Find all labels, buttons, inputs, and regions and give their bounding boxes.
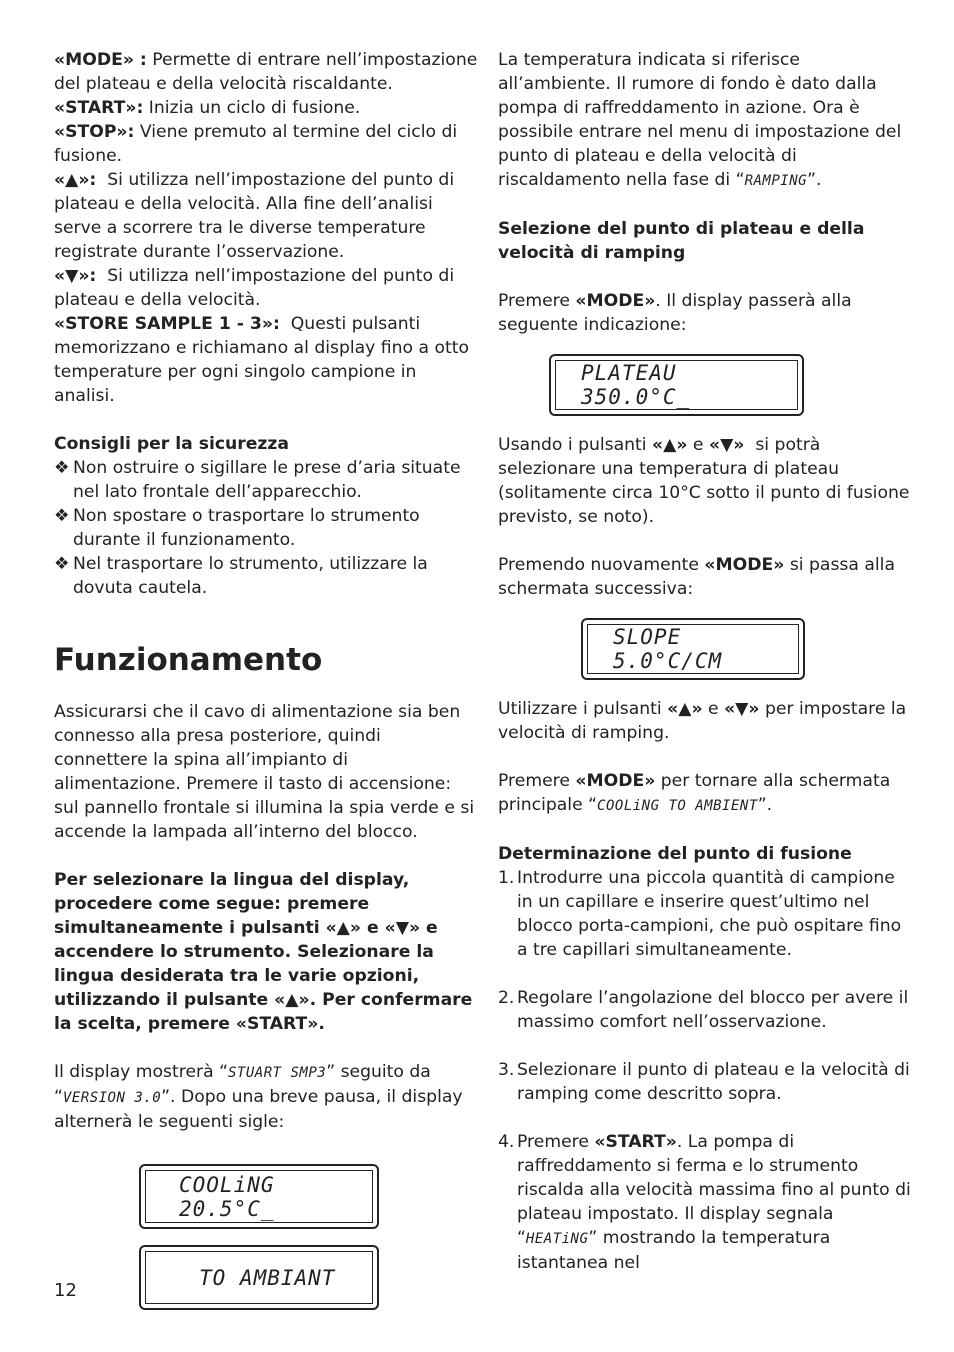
lcd-display-cooling <box>54 1164 478 1229</box>
start-description <box>54 96 478 120</box>
press-mode-paragraph <box>498 289 912 337</box>
back-text-2: per tornare alla schermata principale “ <box>498 771 891 815</box>
diamond-bullet-icon: ❖ <box>54 458 70 478</box>
up-text: Si utilizza nell’impostazione del punto di plateau e della velocità. Alla fine dell’analisi serve a scorrere tra le diverse temperature registrate durante l’osservazione. <box>54 170 460 262</box>
lcd-inline-ramping: RAMPING <box>744 173 808 189</box>
use-buttons-paragraph <box>498 433 915 529</box>
mode-text: Permette di entrare nell’impostazione del plateau e della velocità riscaldante. <box>54 50 478 94</box>
step-text: Regolare l’angolazione del blocco per avere il massimo comfort nell’osservazione. <box>517 988 909 1032</box>
lcd-text: COOLiNG 20.5°C_ <box>145 1170 373 1223</box>
lcd-display-slope <box>498 618 912 680</box>
step-4 <box>498 1130 912 1275</box>
and-text: e <box>702 699 725 719</box>
mode-label: «MODE» <box>575 291 656 311</box>
lcd-frame <box>581 618 805 680</box>
down-description <box>54 264 478 312</box>
mode-label: «MODE» <box>575 771 656 791</box>
right-column <box>498 48 915 1275</box>
use-text: Usando i pulsanti <box>498 435 653 455</box>
lcd-inline-cooling: COOLiNG TO AMBIENT <box>597 798 758 814</box>
lcd-inline-heating: HEATiNG <box>525 1231 589 1247</box>
again-text-end: si passa alla schermata successiva: <box>498 555 895 599</box>
mode-description <box>54 48 478 96</box>
step-number: 2. <box>498 988 515 1008</box>
mode-key-label: «MODE» : <box>54 50 147 70</box>
safety-item-text: Nel trasportare lo strumento, utilizzare la dovuta cautela. <box>73 554 428 598</box>
step-text: Introdurre una piccola quantità di campione in un capillare e inserire quest’ultimo nel blocco porta-campioni, che può ospitare fino a tre capillari simultaneamente. <box>517 868 902 960</box>
lcd-inline-stuart: STUART SMP3 <box>227 1065 327 1081</box>
section-title: Funzionamento <box>54 642 323 678</box>
diamond-bullet-icon: ❖ <box>54 506 70 526</box>
language-instructions-text: Per selezionare la lingua del display, procedere come segue: premere simultaneamente i pulsanti «▲» e «▼» e accendere lo strumento. Selezionare la lingua desiderata tra le varie opzioni, utilizzando il pulsante «▲». Per confermare la scelta, premere «START». <box>54 870 473 1034</box>
press-text-end: . Il display passerà alla seguente indicazione: <box>498 291 852 335</box>
use-text-end: si potrà selezionare una temperatura di plateau (solitamente circa 10°C sotto il punto di fusione previsto, se noto). <box>498 435 915 527</box>
back-paragraph <box>498 769 912 818</box>
lcd-display-plateau <box>498 354 912 416</box>
step-number: 1. <box>498 868 515 888</box>
melting-heading <box>498 842 912 866</box>
start-label: «START» <box>594 1132 677 1152</box>
display-text-2: ” seguito da “ <box>54 1062 431 1107</box>
lcd-inline-version: VERSION 3.0 <box>62 1090 162 1106</box>
step4-text-c: ” mostrando la temperatura istantanea nel <box>517 1228 831 1273</box>
up-key-label: «▲»: <box>54 170 97 190</box>
language-instructions <box>54 868 478 1036</box>
intro-paragraph: Assicurarsi che il cavo di alimentazione sia ben connesso alla presa posteriore, quindi connettere la spina all’impianto di alimentazione. Premere il tasto di accensione: sul pannello frontale si illumina la spia verde e si accende la lampada all’interno del blocco. <box>54 702 475 842</box>
press-again-paragraph <box>498 553 912 601</box>
left-column <box>54 48 478 1310</box>
lcd-frame <box>139 1245 379 1310</box>
safety-item-text: Non ostruire o sigillare le prese d’aria situate nel lato frontale dell’apparecchio. <box>73 458 461 502</box>
step-3 <box>498 1058 912 1106</box>
stop-text: Viene premuto al termine del ciclo di fusione. <box>54 122 458 166</box>
down-label: «▼» <box>724 699 760 719</box>
ambient-text-end: ”. <box>807 170 822 190</box>
down-label: «▼» <box>708 435 745 455</box>
page-number: 12 <box>54 1280 77 1301</box>
util-text: Utilizzare i pulsanti <box>498 699 668 719</box>
press-text: Premere <box>498 291 576 311</box>
step4-text-a: Premere <box>517 1132 595 1152</box>
down-text: Si utilizza nell’impostazione del punto di plateau e della velocità. <box>54 266 460 310</box>
step-number: 4. <box>498 1132 515 1152</box>
store-description <box>54 312 478 408</box>
store-key-label: «STORE SAMPLE 1 - 3»: <box>54 314 280 334</box>
step4-text-b: . La pompa di raffreddamento si ferma e lo strumento riscalda alla velocità massima fino al punto di plateau impostato. Il display segnala “ <box>517 1132 911 1248</box>
stop-key-label: «STOP»: <box>54 122 135 142</box>
store-text: Questi pulsanti memorizzano e richiamano al display fino a otto temperature per ogni singolo campione in analisi. <box>54 314 475 406</box>
melting-heading-text: Determinazione del punto di fusione <box>498 844 852 864</box>
back-text-end: ”. <box>757 795 773 815</box>
display-text-3: ”. Dopo una breve pausa, il display alternerà le seguenti sigle: <box>54 1087 463 1132</box>
start-key-label: «START»: <box>54 98 144 118</box>
safety-item-text: Non spostare o trasportare lo strumento durante il funzionamento. <box>73 506 420 550</box>
down-key-label: «▼»: <box>54 266 97 286</box>
ambient-text: La temperatura indicata si riferisce all’ambiente. Il rumore di fondo è dato dalla pompa di raffreddamento in azione. Ora è possibile entrare nel menu di impostazione del punto di plateau e della velocità di riscaldamento nella fase di “ <box>498 50 902 190</box>
plateau-heading-text: Selezione del punto di plateau e della velocità di ramping <box>498 219 865 263</box>
lcd-text: TO AMBIANT <box>145 1251 373 1304</box>
lcd-frame <box>549 354 804 416</box>
start-text: Inizia un ciclo di fusione. <box>143 98 361 118</box>
up-description <box>54 168 478 264</box>
and-text: e <box>687 435 709 455</box>
lcd-display-ambiant <box>54 1245 478 1310</box>
step-text: Selezionare il punto di plateau e la velocità di ramping come descritto sopra. <box>517 1060 910 1104</box>
lcd-frame <box>139 1164 379 1229</box>
lcd-text: SLOPE 5.0°C/CM <box>587 624 799 674</box>
safety-heading-text: Consigli per la sicurezza <box>54 434 290 454</box>
step-text <box>517 1130 912 1275</box>
up-label: «▲» <box>652 435 688 455</box>
step-1 <box>498 866 912 962</box>
plateau-heading <box>498 217 912 265</box>
display-text-1: Il display mostrerà “ <box>54 1062 228 1082</box>
stop-description <box>54 120 478 168</box>
ramping-buttons-paragraph <box>498 697 912 745</box>
util-text-end: per impostare la velocità di ramping. <box>498 699 907 743</box>
again-text: Premendo nuovamente <box>498 555 705 575</box>
lcd-text: PLATEAU 350.0°C_ <box>555 360 798 410</box>
display-paragraph <box>54 1060 478 1134</box>
safety-item <box>54 504 478 552</box>
safety-item <box>54 552 478 600</box>
ambient-paragraph <box>498 48 912 193</box>
step-number: 3. <box>498 1060 515 1080</box>
safety-item <box>54 456 478 504</box>
mode-label: «MODE» <box>704 555 785 575</box>
up-label: «▲» <box>667 699 703 719</box>
diamond-bullet-icon: ❖ <box>54 554 70 574</box>
step-2 <box>498 986 912 1034</box>
back-text: Premere <box>498 771 576 791</box>
safety-heading <box>54 432 478 456</box>
